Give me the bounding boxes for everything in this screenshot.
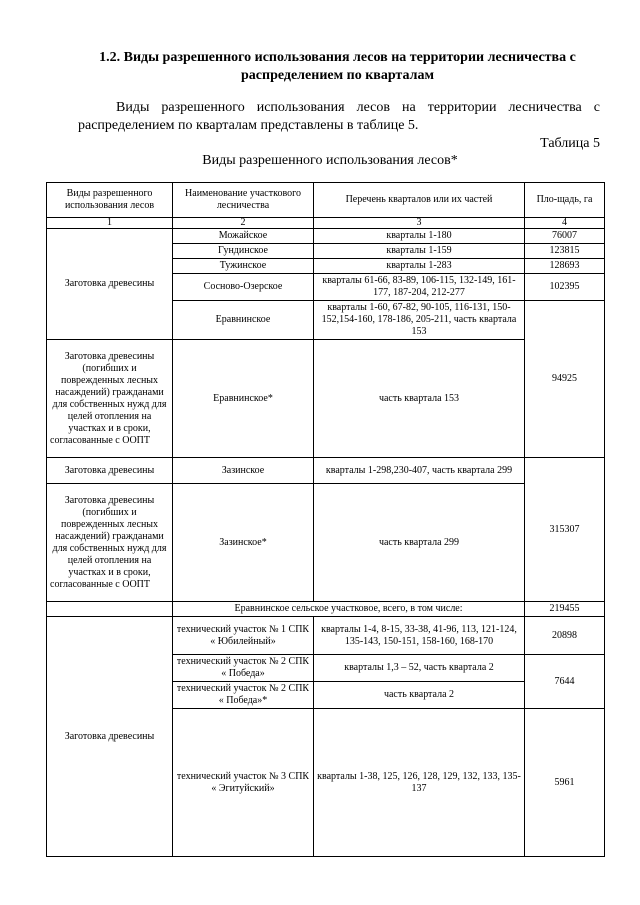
use-type-cell: Заготовка древесины xyxy=(47,458,173,484)
table-row xyxy=(47,484,605,602)
quarters-cell: часть квартала 153 xyxy=(314,340,525,458)
subtotal-area: 219455 xyxy=(525,602,605,617)
table-row xyxy=(47,617,605,655)
area-cell: 102395 xyxy=(525,274,605,301)
forestry-cell: Зазинское xyxy=(173,458,314,484)
use-type-cell: Заготовка древесины (погибших и поврежденных лесных насаждений) гражданами для собственных нужд для целей отопления на участках и в сроки, согласованные с ООПТ xyxy=(47,340,173,458)
column-number: 4 xyxy=(525,218,605,229)
area-cell: 5961 xyxy=(525,709,605,857)
header-forestry-name: Наименование участкового лесничества xyxy=(173,183,314,218)
forestry-cell: Тужинское xyxy=(173,259,314,274)
quarters-cell: кварталы 61-66, 83-89, 106-115, 132-149, 161-177, 187-204, 212-277 xyxy=(314,274,525,301)
forestry-cell: Можайское xyxy=(173,229,314,244)
subtotal-row xyxy=(47,602,605,617)
quarters-cell: кварталы 1-298,230-407, часть квартала 299 xyxy=(314,458,525,484)
quarters-cell: кварталы 1-283 xyxy=(314,259,525,274)
table-row xyxy=(47,340,605,458)
forestry-cell: Сосново-Озерское xyxy=(173,274,314,301)
column-number: 2 xyxy=(173,218,314,229)
quarters-cell: кварталы 1-38, 125, 126, 128, 129, 132, 133, 135-137 xyxy=(314,709,525,857)
area-cell: 315307 xyxy=(525,458,605,602)
forestry-cell: Зазинское* xyxy=(173,484,314,602)
forestry-cell: технический участок № 1 СПК « Юбилейный» xyxy=(173,617,314,655)
table-header-row xyxy=(47,183,605,218)
area-cell: 20898 xyxy=(525,617,605,655)
header-quarters-list: Перечень кварталов или их частей xyxy=(314,183,525,218)
land-use-table xyxy=(46,182,605,857)
area-cell: 123815 xyxy=(525,244,605,259)
section-heading: 1.2. Виды разрешенного использования лесов на территории лесничества с распределением по кварталам xyxy=(99,50,576,83)
quarters-cell: кварталы 1-4, 8-15, 33-38, 41-96, 113, 121-124, 135-143, 150-151, 158-160, 168-170 xyxy=(314,617,525,655)
header-use-type: Виды разрешенного использования лесов xyxy=(47,183,173,218)
area-cell: 76007 xyxy=(525,229,605,244)
forestry-cell: Еравнинское xyxy=(173,301,314,340)
table-caption: Виды разрешенного использования лесов* xyxy=(202,153,458,168)
forestry-cell: Гундинское xyxy=(173,244,314,259)
table-number: Таблица 5 xyxy=(540,136,600,151)
quarters-cell: часть квартала 299 xyxy=(314,484,525,602)
forestry-cell: технический участок № 2 СПК « Победа»* xyxy=(173,682,314,709)
empty-cell xyxy=(47,602,173,617)
area-cell: 7644 xyxy=(525,655,605,709)
quarters-cell: кварталы 1-180 xyxy=(314,229,525,244)
header-area: Пло-щадь, га xyxy=(525,183,605,218)
quarters-cell: кварталы 1,3 – 52, часть квартала 2 xyxy=(314,655,525,682)
use-type-cell: Заготовка древесины (погибших и поврежденных лесных насаждений) гражданами для собственных нужд для целей отопления на участках и в сроки, согласованные с ООПТ xyxy=(47,484,173,602)
column-number-row xyxy=(47,218,605,229)
column-number: 1 xyxy=(47,218,173,229)
area-cell: 94925 xyxy=(525,301,605,458)
forestry-cell: технический участок № 2 СПК « Победа» xyxy=(173,655,314,682)
forestry-cell: Еравнинское* xyxy=(173,340,314,458)
table-row xyxy=(47,458,605,484)
quarters-cell: кварталы 1-159 xyxy=(314,244,525,259)
quarters-cell: часть квартала 2 xyxy=(314,682,525,709)
use-type-cell: Заготовка древесины xyxy=(47,617,173,857)
subtotal-label: Еравнинское сельское участковое, всего, в том числе: xyxy=(173,602,525,617)
quarters-cell: кварталы 1-60, 67-82, 90-105, 116-131, 150-152,154-160, 178-186, 205-211, часть квартала 153 xyxy=(314,301,525,340)
intro-paragraph: Виды разрешенного использования лесов на территории лесничества с распределением по кварталам представлены в таблице 5. xyxy=(78,100,600,133)
column-number: 3 xyxy=(314,218,525,229)
forestry-cell: технический участок № 3 СПК « Эгитуйский» xyxy=(173,709,314,857)
table-row xyxy=(47,229,605,244)
area-cell: 128693 xyxy=(525,259,605,274)
use-type-cell: Заготовка древесины xyxy=(47,229,173,340)
